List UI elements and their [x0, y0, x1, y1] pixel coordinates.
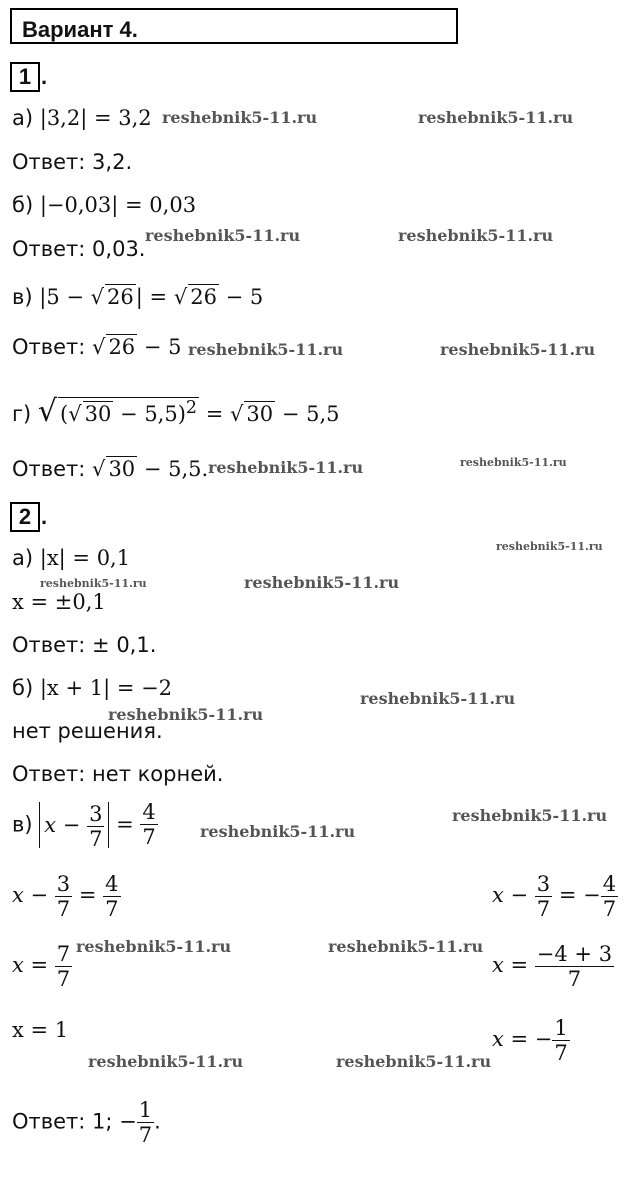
watermark: reshebnik5-11.ru: [200, 822, 356, 841]
task-2a-answer: Ответ: ± 0,1.: [12, 633, 157, 657]
task-2v-step2-right: x = $\frac{-4 + 3}{7}$: [492, 942, 613, 991]
task-1v-answer: Ответ: √ 26 − 5: [12, 335, 182, 359]
watermark: reshebnik5-11.ru: [188, 340, 344, 359]
watermark: reshebnik5-11.ru: [145, 226, 301, 245]
task-2v-answer: Ответ: 1; − $\frac{1}{7}$ .: [12, 1098, 161, 1147]
watermark: reshebnik5-11.ru: [108, 705, 264, 724]
task-2b-step: нет решения.: [12, 719, 163, 743]
watermark: reshebnik5-11.ru: [496, 540, 603, 553]
watermark: reshebnik5-11.ru: [460, 456, 567, 469]
task-2b-line: б) |x + 1| = −2: [12, 676, 173, 700]
variant-title: Вариант 4.: [22, 17, 138, 42]
task-2a-step: x = ±0,1: [12, 590, 106, 614]
task-2v-line: в) x − $\frac{3}{7}$ = $\frac{4}{7}$: [12, 800, 156, 851]
task-2v-step3-left: x = 1: [12, 1018, 69, 1042]
task-1v-line: в) |5 − √ 26| = √ 26 − 5: [12, 285, 264, 309]
task-1b-answer: Ответ: 0,03.: [12, 237, 146, 261]
task-2v-step2-left: x = $\frac{7}{7}$: [12, 942, 71, 991]
watermark: reshebnik5-11.ru: [360, 689, 516, 708]
watermark: reshebnik5-11.ru: [76, 937, 232, 956]
task-1b-line: б) |−0,03| = 0,03: [12, 193, 197, 217]
watermark: reshebnik5-11.ru: [162, 108, 318, 127]
task-2-dot: .: [41, 504, 48, 529]
task-1a-answer: Ответ: 3,2.: [12, 150, 133, 174]
task-2v-step3-right: x = − $\frac{1}{7}$: [492, 1016, 568, 1065]
watermark: reshebnik5-11.ru: [440, 340, 596, 359]
watermark: reshebnik5-11.ru: [244, 573, 400, 592]
task-1-dot: .: [41, 64, 48, 89]
title-box: [10, 8, 458, 44]
task-1a-line: а) |3,2| = 3,2: [12, 106, 152, 130]
task-1g-line: г) √ (√ 30 − 5,5)$^2$ = √ 30 − 5,5: [12, 394, 340, 429]
task-2a-line: а) |x| = 0,1: [12, 546, 131, 570]
watermark: reshebnik5-11.ru: [328, 937, 484, 956]
watermark: reshebnik5-11.ru: [40, 577, 147, 590]
task-1-number: 1: [10, 62, 40, 92]
task-2v-step1-right: x − $\frac{3}{7}$ = − $\frac{4}{7}$: [492, 872, 617, 921]
task-2b-answer: Ответ: нет корней.: [12, 762, 224, 786]
watermark: reshebnik5-11.ru: [88, 1052, 244, 1071]
watermark: reshebnik5-11.ru: [336, 1052, 492, 1071]
task-2v-step1-left: x − $\frac{3}{7}$ = $\frac{4}{7}$: [12, 872, 119, 921]
watermark: reshebnik5-11.ru: [418, 108, 574, 127]
watermark: reshebnik5-11.ru: [398, 226, 554, 245]
watermark: reshebnik5-11.ru: [208, 458, 364, 477]
watermark: reshebnik5-11.ru: [452, 806, 608, 825]
task-1g-answer: Ответ: √ 30 − 5,5.: [12, 457, 209, 481]
task-2-number: 2: [10, 502, 40, 532]
